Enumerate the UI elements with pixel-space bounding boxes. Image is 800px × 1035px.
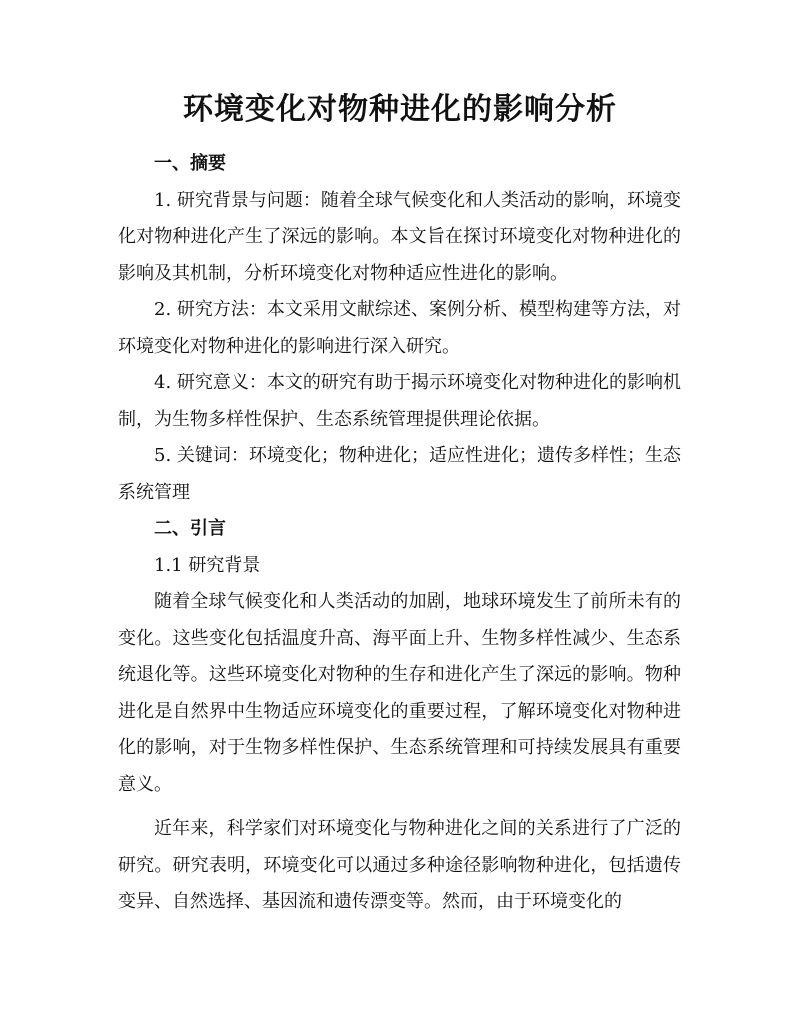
section-heading-abstract: 一、摘要 bbox=[154, 153, 226, 174]
document-title: 环境变化对物种进化的影响分析 bbox=[183, 92, 617, 127]
intro-paragraph-2: 近年来，科学家们对环境变化与物种进化之间的关系进行了广泛的研究。研究表明，环境变化可以通过多种途径影响物种进化，包括遗传变异、自然选择、基因流和遗传漂变等。然而，由于环境变化的 bbox=[118, 818, 681, 912]
abstract-item-methods: 2. 研究方法：本文采用文献综述、案例分析、模型构建等方法，对环境变化对物种进化的影响进行深入研究。 bbox=[118, 299, 681, 357]
document-body bbox=[118, 146, 681, 921]
abstract-item-background: 1. 研究背景与问题：随着全球气候变化和人类活动的影响，环境变化对物种进化产生了深远的影响。本文旨在探讨环境变化对物种进化的影响及其机制，分析环境变化对物种适应性进化的影响。 bbox=[118, 189, 681, 284]
section-heading-intro: 二、引言 bbox=[154, 518, 226, 539]
subsection-heading-background: 1.1 研究背景 bbox=[154, 554, 261, 576]
intro-paragraph-1: 随着全球气候变化和人类活动的加剧，地球环境发生了前所未有的变化。这些变化包括温度升高、海平面上升、生物多样性减少、生态系统退化等。这些环境变化对物种的生存和进化产生了深远的影响。物种进化是自然界中生物适应环境变化的重要过程，了解环境变化对物种进化的影响，对于生物多样性保护、生态系统管理和可持续发展具有重要意义。 bbox=[118, 591, 681, 795]
abstract-item-keywords: 5. 关键词：环境变化；物种进化；适应性进化；遗传多样性；生态系统管理 bbox=[118, 445, 681, 503]
abstract-item-significance: 4. 研究意义：本文的研究有助于揭示环境变化对物种进化的影响机制，为生物多样性保护、生态系统管理提供理论依据。 bbox=[118, 372, 681, 430]
